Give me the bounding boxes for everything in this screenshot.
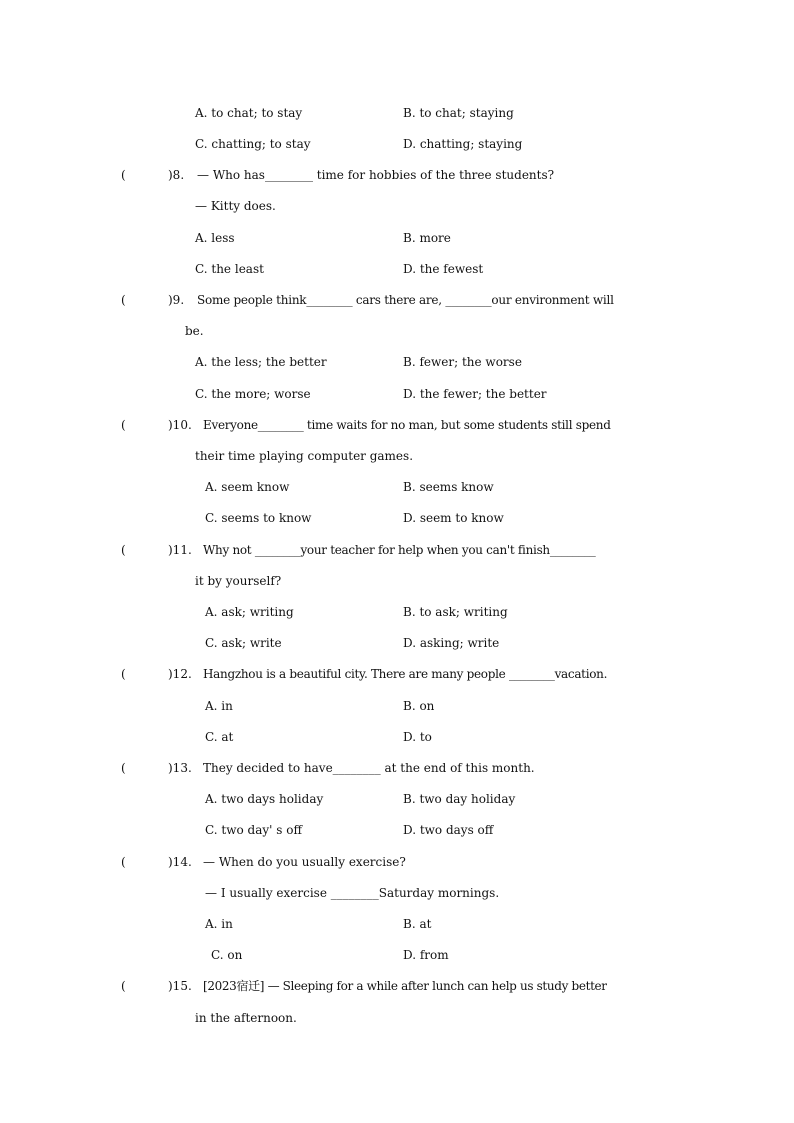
q10-option-c: C. seems to know <box>205 511 312 525</box>
q10-option-a: A. seem know <box>205 480 290 494</box>
q15-number: )15. <box>168 979 192 993</box>
q9-option-b: B. fewer; the worse <box>403 355 522 369</box>
q14-stem-2: — I usually exercise ________Saturday mornings. <box>205 886 500 900</box>
q14-number: )14. <box>168 855 192 869</box>
q9-number: )9. <box>168 293 185 307</box>
q9-stem-2: be. <box>185 324 204 338</box>
q8-option-b: B. more <box>403 231 451 245</box>
q13-option-a: A. two days holiday <box>205 792 324 806</box>
q10-answer-paren: ( <box>121 418 126 432</box>
q8-stem: — Who has________ time for hobbies of the three students? <box>197 168 555 182</box>
q7-option-d: D. chatting; staying <box>403 137 523 151</box>
q10-stem-2: their time playing computer games. <box>195 449 414 463</box>
q9-option-d: D. the fewer; the better <box>403 387 547 401</box>
q8-answer-paren: ( <box>121 168 126 182</box>
q11-option-b: B. to ask; writing <box>403 605 508 619</box>
q13-answer-paren: ( <box>121 761 126 775</box>
q12-option-b: B. on <box>403 699 435 713</box>
q9-answer-paren: ( <box>121 293 126 307</box>
q7-option-a: A. to chat; to stay <box>195 106 303 120</box>
q12-option-d: D. to <box>403 730 432 744</box>
q12-number: )12. <box>168 667 192 681</box>
q13-option-d: D. two days off <box>403 823 494 837</box>
q8-number: )8. <box>168 168 185 182</box>
q10-option-b: B. seems know <box>403 480 494 494</box>
q8-option-a: A. less <box>195 231 235 245</box>
q7-option-c: C. chatting; to stay <box>195 137 311 151</box>
q13-number: )13. <box>168 761 192 775</box>
q15-stem: [2023宿迁] — Sleeping for a while after lunch can help us study better <box>203 979 607 993</box>
q8-option-c: C. the least <box>195 262 264 276</box>
q14-answer-paren: ( <box>121 855 126 869</box>
q11-stem-2: it by yourself? <box>195 574 282 588</box>
q13-stem: They decided to have________ at the end of this month. <box>203 761 535 775</box>
q11-number: )11. <box>168 543 192 557</box>
q11-option-c: C. ask; write <box>205 636 282 650</box>
q12-option-a: A. in <box>205 699 233 713</box>
q9-option-c: C. the more; worse <box>195 387 311 401</box>
q14-option-a: A. in <box>205 917 233 931</box>
q15-answer-paren: ( <box>121 979 126 993</box>
q11-option-d: D. asking; write <box>403 636 500 650</box>
q12-option-c: C. at <box>205 730 234 744</box>
q11-stem: Why not ________your teacher for help when you can't finish________ <box>203 543 596 557</box>
q13-option-b: B. two day holiday <box>403 792 516 806</box>
q10-option-d: D. seem to know <box>403 511 504 525</box>
q14-option-d: D. from <box>403 948 449 962</box>
q12-answer-paren: ( <box>121 667 126 681</box>
q7-option-b: B. to chat; staying <box>403 106 514 120</box>
q9-stem: Some people think________ cars there are, ________our environment will <box>197 293 614 307</box>
q8-option-d: D. the fewest <box>403 262 484 276</box>
q10-stem: Everyone________ time waits for no man, but some students still spend <box>203 418 611 432</box>
q11-answer-paren: ( <box>121 543 126 557</box>
q8-stem-2: — Kitty does. <box>195 199 276 213</box>
q12-stem: Hangzhou is a beautiful city. There are many people ________vacation. <box>203 667 608 681</box>
q10-number: )10. <box>168 418 192 432</box>
q14-stem: — When do you usually exercise? <box>203 855 406 869</box>
q11-option-a: A. ask; writing <box>205 605 294 619</box>
q14-option-c: C. on <box>211 948 243 962</box>
q15-stem-2: in the afternoon. <box>195 1011 297 1025</box>
q13-option-c: C. two day' s off <box>205 823 302 837</box>
q9-option-a: A. the less; the better <box>195 355 327 369</box>
q14-option-b: B. at <box>403 917 432 931</box>
